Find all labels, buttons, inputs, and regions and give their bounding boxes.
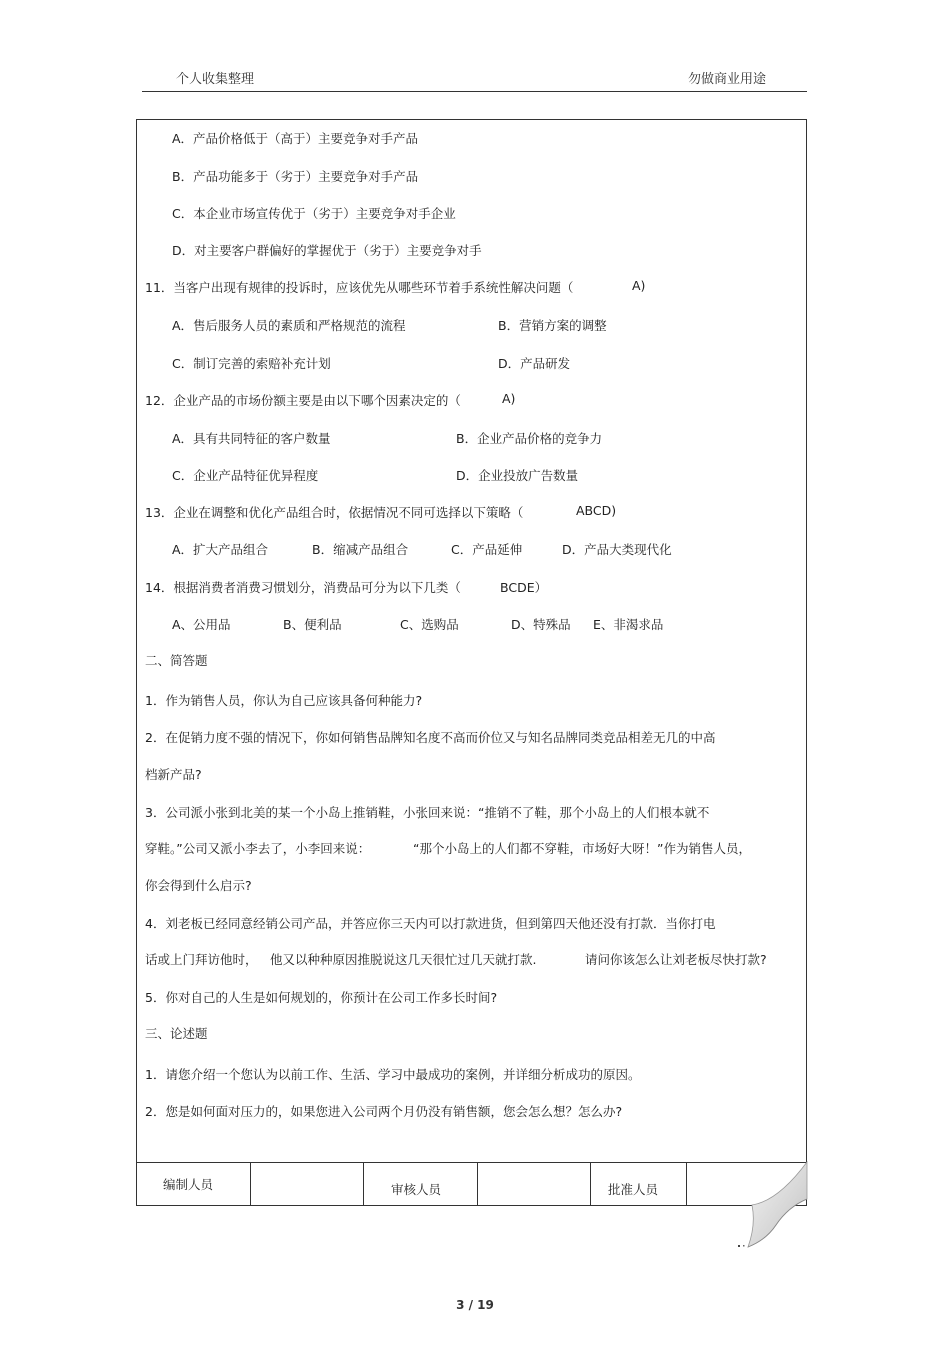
section2-line: 档新产品? [145, 767, 202, 782]
q11-answer: A) [632, 278, 646, 293]
q14-answer: BCDE） [500, 580, 548, 595]
q13-option-a: A．扩大产品组合 [172, 542, 269, 557]
q14-option-d: D、特殊品 [511, 617, 571, 632]
section3-line: 1．请您介绍一个您认为以前工作、生活、学习中最成功的案例，并详细分析成功的原因。 [145, 1067, 641, 1082]
q11-option-b: B．营销方案的调整 [498, 318, 607, 333]
section2-line: 他又以种种原因推脱说这几天很忙过几天就打款. [270, 952, 537, 967]
q11-option-c: C．制订完善的索赔补充计划 [172, 356, 331, 371]
q10-option-a: A．产品价格低于（高于）主要竞争对手产品 [172, 131, 419, 146]
q13-answer: ABCD) [576, 503, 617, 518]
signature-divider [590, 1162, 591, 1206]
q10-option-b: B．产品功能多于（劣于）主要竞争对手产品 [172, 169, 419, 184]
section2-line: 1．作为销售人员，你认为自己应该具备何种能力? [145, 693, 423, 708]
q12-answer: A) [502, 391, 516, 406]
page-number: 3 / 19 [456, 1298, 494, 1312]
q12-option-b: B．企业产品价格的竞争力 [456, 431, 603, 446]
q14-option-b: B、便利品 [283, 617, 342, 632]
signature-divider [477, 1162, 478, 1206]
header-rule [142, 91, 807, 92]
q14-option-a: A、公用品 [172, 617, 231, 632]
q13-option-d: D．产品大类现代化 [562, 542, 672, 557]
section2-line: “那个小岛上的人们都不穿鞋，市场好大呀！”作为销售人员， [413, 841, 751, 856]
q11-stem: 11．当客户出现有规律的投诉时，应该优先从哪些环节着手系统性解决问题（ [145, 280, 574, 295]
q12-option-c: C．企业产品特征优异程度 [172, 468, 319, 483]
section2-line: 3．公司派小张到北美的某一个小岛上推销鞋，小张回来说：“推销不了鞋，那个小岛上的人们根本就不 [145, 805, 710, 820]
q14-option-e: E、非渴求品 [593, 617, 664, 632]
section2-line: 你会得到什么启示? [145, 878, 252, 893]
q13-option-c: C．产品延伸 [451, 542, 523, 557]
signature-approved-label: 批准人员 [608, 1182, 659, 1197]
signature-divider [686, 1162, 687, 1206]
section2-line: 请问你该怎么让刘老板尽快打款? [585, 952, 767, 967]
q14-stem: 14．根据消费者消费习惯划分，消费品可分为以下几类（ [145, 580, 461, 595]
section2-title: 二、简答题 [145, 653, 208, 668]
header-right: 勿做商业用途 [688, 72, 767, 87]
signature-divider [363, 1162, 364, 1206]
q12-option-a: A．具有共同特征的客户数量 [172, 431, 331, 446]
section2-line: 5．你对自己的人生是如何规划的，你预计在公司工作多长时间? [145, 990, 498, 1005]
section3-title: 三、论述题 [145, 1026, 208, 1041]
section2-line: 话或上门拜访他时， [145, 952, 258, 967]
section3-line: 2．您是如何面对压力的，如果您进入公司两个月仍没有销售额，您会怎么想？怎么办? [145, 1104, 623, 1119]
q10-option-c: C．本企业市场宣传优于（劣于）主要竞争对手企业 [172, 206, 456, 221]
header-left: 个人收集整理 [176, 72, 255, 87]
signature-prepared-label: 编制人员 [163, 1177, 214, 1192]
section2-line: 4．刘老板已经同意经销公司产品，并答应你三天内可以打款进货，但到第四天他还没有打款．当你打电 [145, 916, 716, 931]
q12-option-d: D．企业投放广告数量 [456, 468, 579, 483]
section2-line: 2．在促销力度不强的情况下，你如何销售品牌知名度不高而价位又与知名品牌同类竞品相差无几的中高 [145, 730, 716, 745]
section2-line: 穿鞋。”公司又派小李去了，小李回来说： [145, 841, 371, 856]
page-curl-icon [738, 1155, 813, 1255]
q12-stem: 12．企业产品的市场份额主要是由以下哪个因素决定的（ [145, 393, 461, 408]
q11-option-a: A．售后服务人员的素质和严格规范的流程 [172, 318, 406, 333]
signature-row [136, 1162, 807, 1206]
q10-option-d: D．对主要客户群偏好的掌握优于（劣于）主要竞争对手 [172, 243, 482, 258]
q14-option-c: C、选购品 [400, 617, 459, 632]
signature-reviewed-label: 审核人员 [391, 1182, 442, 1197]
q13-option-b: B．缩减产品组合 [312, 542, 409, 557]
q13-stem: 13．企业在调整和优化产品组合时，依据情况不同可选择以下策略（ [145, 505, 524, 520]
signature-divider [250, 1162, 251, 1206]
q11-option-d: D．产品研发 [498, 356, 571, 371]
